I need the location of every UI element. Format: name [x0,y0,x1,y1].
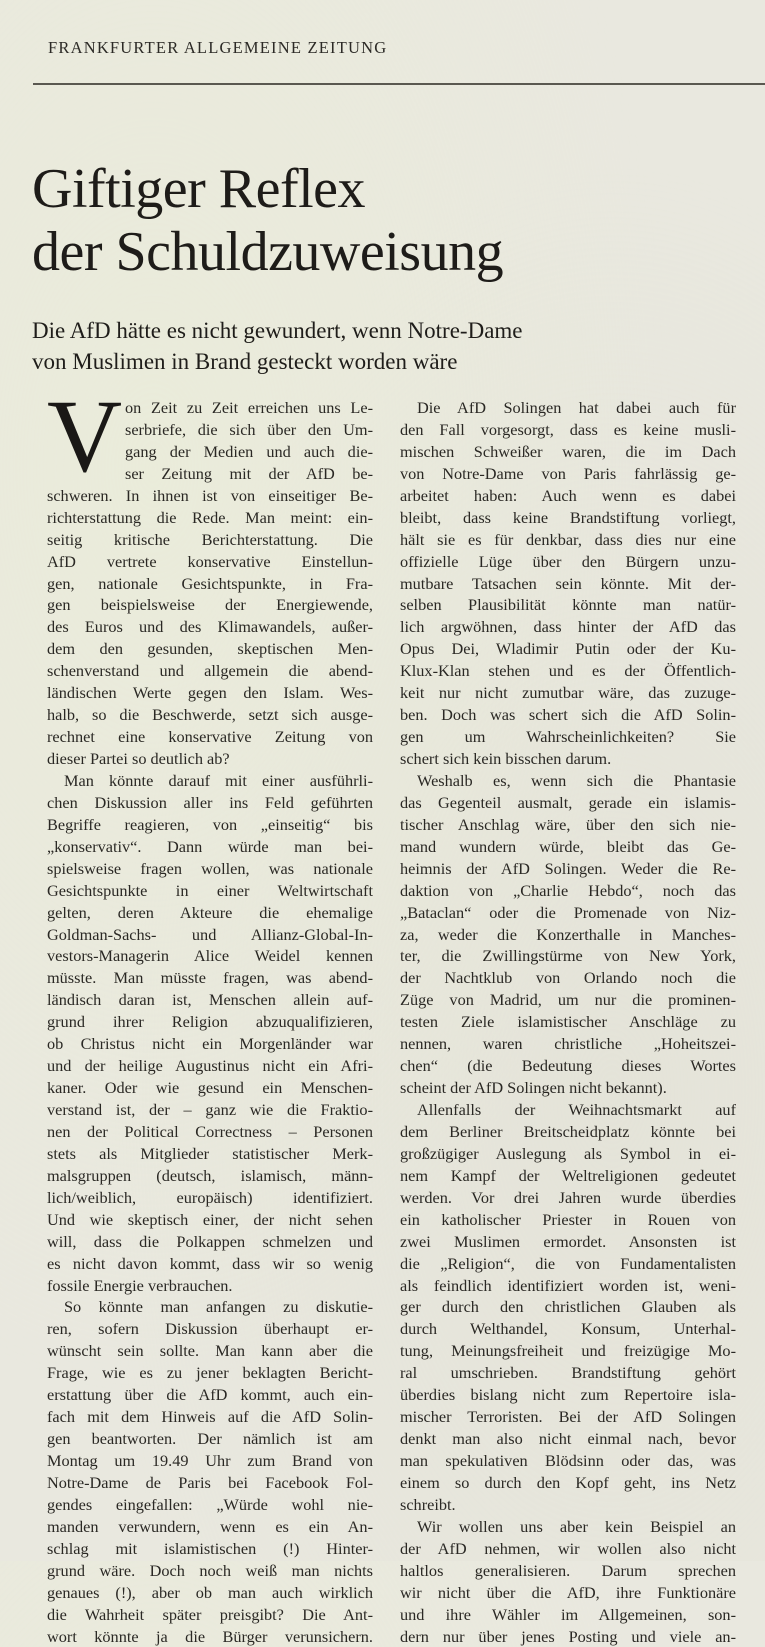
text-line: gendes eingefallen: „Würde wohl nie- [47,1494,373,1516]
text-line: großzügiger Auslegung als Symbol in ei- [400,1143,736,1165]
text-line: die Wahrheit später preisgibt? Die Ant- [47,1604,373,1626]
text-line: nen der Political Correctness – Personen [47,1121,373,1143]
text-line: Opus Dei, Wladimir Putin oder der Ku- [400,638,736,660]
text-line: grund ihrer Religion abzuqualifizieren, [47,1011,373,1033]
text-line: schreibt. [400,1494,736,1516]
text-line: dern nur über jenes Posting und viele an- [400,1626,736,1647]
text-line: gang der Medien und auch die- [47,441,373,463]
text-line: Züge von Madrid, um nur die prominen- [400,989,736,1011]
subhead-line-2: von Muslimen in Brand gesteckt worden wäre [32,346,523,377]
text-line: arbeitet haben: Auch wenn es dabei [400,485,736,507]
text-line: grund wäre. Doch noch weiß man nichts [47,1560,373,1582]
text-line: Man könnte darauf mit einer ausführli- [47,770,373,792]
headline-line-1: Giftiger Reflex [32,158,503,221]
text-line: die „Religion“, die von Fundamentalisten [400,1253,736,1275]
text-line: mischen Schweißer waren, die im Dach [400,441,736,463]
text-line: werden. Vor drei Jahren wurde überdies [400,1187,736,1209]
text-line: Begriffe reagieren, von „einseitig“ bis [47,814,373,836]
text-line: heimnis der AfD Solingen. Weder die Re- [400,858,736,880]
text-line: keit nur nicht zumutbar wäre, das zuzuge- [400,682,736,704]
text-line: haltlos generalisieren. Darum sprechen [400,1560,736,1582]
text-line: nennen, waren christliche „Hoheitszei- [400,1033,736,1055]
text-line: zwei Muslimen ermordet. Ansonsten ist [400,1231,736,1253]
text-line: stets als Mitglieder statistischer Merk- [47,1143,373,1165]
text-line: ter, die Zwillingstürme von New York, [400,945,736,967]
text-line: ein katholischer Priester in Rouen von [400,1209,736,1231]
text-line: dieser Partei so deutlich ab? [47,748,373,770]
text-line: will, dass die Polkappen schmelzen und [47,1231,373,1253]
text-line: offizielle Lüge über den Bürgern unzu- [400,551,736,573]
text-line: des Euros und des Klimawandels, außer- [47,616,373,638]
subheadline [32,315,523,377]
text-line: denkt man also nicht einmal nach, bevor [400,1428,736,1450]
text-line: Gesichtspunkte in einer Weltwirtschaft [47,880,373,902]
text-line: vestors-Managerin Alice Weidel kennen [47,945,373,967]
text-line: mischer Terroristen. Bei der AfD Solingen [400,1406,736,1428]
text-line: Wir wollen uns aber kein Beispiel an [400,1516,736,1538]
article-column-left [47,397,373,1647]
text-line: gen beispielsweise der Energiewende, [47,594,373,616]
column-text [47,397,373,1647]
text-line: manden verwundern, wenn es ein An- [47,1516,373,1538]
text-line: müsste. Man müsste fragen, was abend- [47,967,373,989]
headline-line-2: der Schuldzuweisung [32,221,503,284]
text-line: ländisch daran ist, Menschen allein auf- [47,989,373,1011]
text-line: Montag um 19.49 Uhr zum Brand von [47,1450,373,1472]
text-line: za, weder die Konzerthalle in Manches- [400,924,736,946]
text-line: den Fall vorgesorgt, dass es keine musli- [400,419,736,441]
text-line: schert sich kein bisschen darum. [400,748,736,770]
text-line: ländischen Werte gegen den Islam. Wes- [47,682,373,704]
text-line: richterstattung die Rede. Man meint: ein- [47,507,373,529]
text-line: von Notre-Dame von Paris fahrlässig ge- [400,463,736,485]
text-line: einem so durch den Kopf geht, ins Netz [400,1472,736,1494]
text-line: genaues (!), aber ob man auch wirklich [47,1582,373,1604]
article-column-right [400,397,736,1647]
text-line: ben. Doch was schert sich die AfD Solin- [400,704,736,726]
text-line: als feindlich identifiziert worden ist, weni- [400,1275,736,1297]
text-line: wir nicht über die AfD, ihre Funktionäre [400,1582,736,1604]
subhead-line-1: Die AfD hätte es nicht gewundert, wenn Notre-Dame [32,315,523,346]
text-line: halb, so die Beschwerde, setzt sich ausge- [47,704,373,726]
text-line: Und wie skeptisch einer, der nicht sehen [47,1209,373,1231]
column-text [400,397,736,1647]
text-line: gen, nationale Gesichtspunkte, in Fra- [47,573,373,595]
text-line: mutbare Tatsachen sein könnte. Mit der- [400,573,736,595]
text-line: durch Welthandel, Konsum, Unterhal- [400,1318,736,1340]
text-line: der Nachtklub von Orlando noch die [400,967,736,989]
text-line: ser Zeitung mit der AfD be- [47,463,373,485]
text-line: mand wundern würde, bleibt das Ge- [400,836,736,858]
masthead-rule [33,83,765,85]
text-line: Allenfalls der Weihnachtsmarkt auf [400,1099,736,1121]
text-line: Frage, wie es zu jener beklagten Bericht- [47,1362,373,1384]
text-line: und ihre Wähler im Allgemeinen, son- [400,1604,736,1626]
text-line: gen beantworten. Der nämlich ist am [47,1428,373,1450]
text-line: spielsweise fragen wollen, was nationale [47,858,373,880]
masthead: FRANKFURTER ALLGEMEINE ZEITUNG [48,38,387,58]
text-line: rechnet eine konservative Zeitung von [47,726,373,748]
text-line: hält sie es für denkbar, dass dies nur eine [400,529,736,551]
text-line: das Gegenteil ausmalt, gerade ein islamis- [400,792,736,814]
text-line: scheint der AfD Solingen nicht bekannt). [400,1077,736,1099]
text-line: lich argwöhnen, dass hinter der AfD das [400,616,736,638]
text-line: fach mit dem Hinweis auf die AfD Solin- [47,1406,373,1428]
text-line: bleibt, dass keine Brandstiftung vorliegt, [400,507,736,529]
headline [32,158,503,284]
text-line: testen Ziele islamistischer Anschläge zu [400,1011,736,1033]
text-line: kaner. Oder wie gesund ein Menschen- [47,1077,373,1099]
text-line: seitig kritische Berichterstattung. Die [47,529,373,551]
text-line: der AfD nehmen, wir wollen also nicht [400,1538,736,1560]
text-line: on Zeit zu Zeit erreichen uns Le- [47,397,373,419]
text-line: gelten, deren Akteure die ehemalige [47,902,373,924]
drop-cap: V [47,391,122,483]
text-line: daktion von „Charlie Hebdo“, noch das [400,880,736,902]
text-line: lich/weiblich, europäisch) identifiziert. [47,1187,373,1209]
text-line: chen Diskussion aller ins Feld geführten [47,792,373,814]
text-line: Die AfD Solingen hat dabei auch für [400,397,736,419]
text-line: und der heilige Augustinus nicht ein Afri- [47,1055,373,1077]
text-line: Weshalb es, wenn sich die Phantasie [400,770,736,792]
text-line: ob Christus nicht ein Morgenländer war [47,1033,373,1055]
text-line: verstand ist, der – ganz wie die Fraktio- [47,1099,373,1121]
text-line: fossile Energie verbrauchen. [47,1275,373,1297]
text-line: Goldman-Sachs- und Allianz-Global-In- [47,924,373,946]
text-line: schlag mit islamistischen (!) Hinter- [47,1538,373,1560]
text-line: ral umschrieben. Brandstiftung gehört [400,1362,736,1384]
text-line: „konservativ“. Dann würde man bei- [47,836,373,858]
text-line: ren, sofern Diskussion überhaupt er- [47,1318,373,1340]
text-line: selben Plausibilität könnte man natür- [400,594,736,616]
text-line: So könnte man anfangen zu diskutie- [47,1296,373,1318]
text-line: chen“ (die Bedeutung dieses Wortes [400,1055,736,1077]
text-line: schenverstand und allgemein die abend- [47,660,373,682]
text-line: man spekulativen Blödsinn oder das, was [400,1450,736,1472]
text-line: Klux-Klan stehen und es der Öffentlich- [400,660,736,682]
text-line: AfD vertrete konservative Einstellun- [47,551,373,573]
text-line: wünscht sein sollte. Man kann aber die [47,1340,373,1362]
text-line: dem Berliner Breitscheidplatz könnte bei [400,1121,736,1143]
text-line: tischer Anschlag wäre, über den sich nie- [400,814,736,836]
text-line: „Bataclan“ oder die Promenade von Niz- [400,902,736,924]
text-line: malsgruppen (deutsch, islamisch, männ- [47,1165,373,1187]
text-line: schweren. In ihnen ist von einseitiger Be- [47,485,373,507]
text-line: gen um Wahrscheinlichkeiten? Sie [400,726,736,748]
text-line: Notre-Dame de Paris bei Facebook Fol- [47,1472,373,1494]
text-line: erstattung über die AfD kommt, auch ein- [47,1384,373,1406]
text-line: nem Kampf der Weltreligionen gedeutet [400,1165,736,1187]
text-line: tung, Meinungsfreiheit und freizügige Mo- [400,1340,736,1362]
text-line: überdies bislang nicht zum Repertoire isla- [400,1384,736,1406]
text-line: ger durch den christlichen Glauben als [400,1296,736,1318]
text-line: dem den gesunden, skeptischen Men- [47,638,373,660]
text-line: wort könnte ja die Bürger verunsichern. [47,1626,373,1647]
text-line: es nicht davon kommt, dass wir so wenig [47,1253,373,1275]
text-line: serbriefe, die sich über den Um- [47,419,373,441]
